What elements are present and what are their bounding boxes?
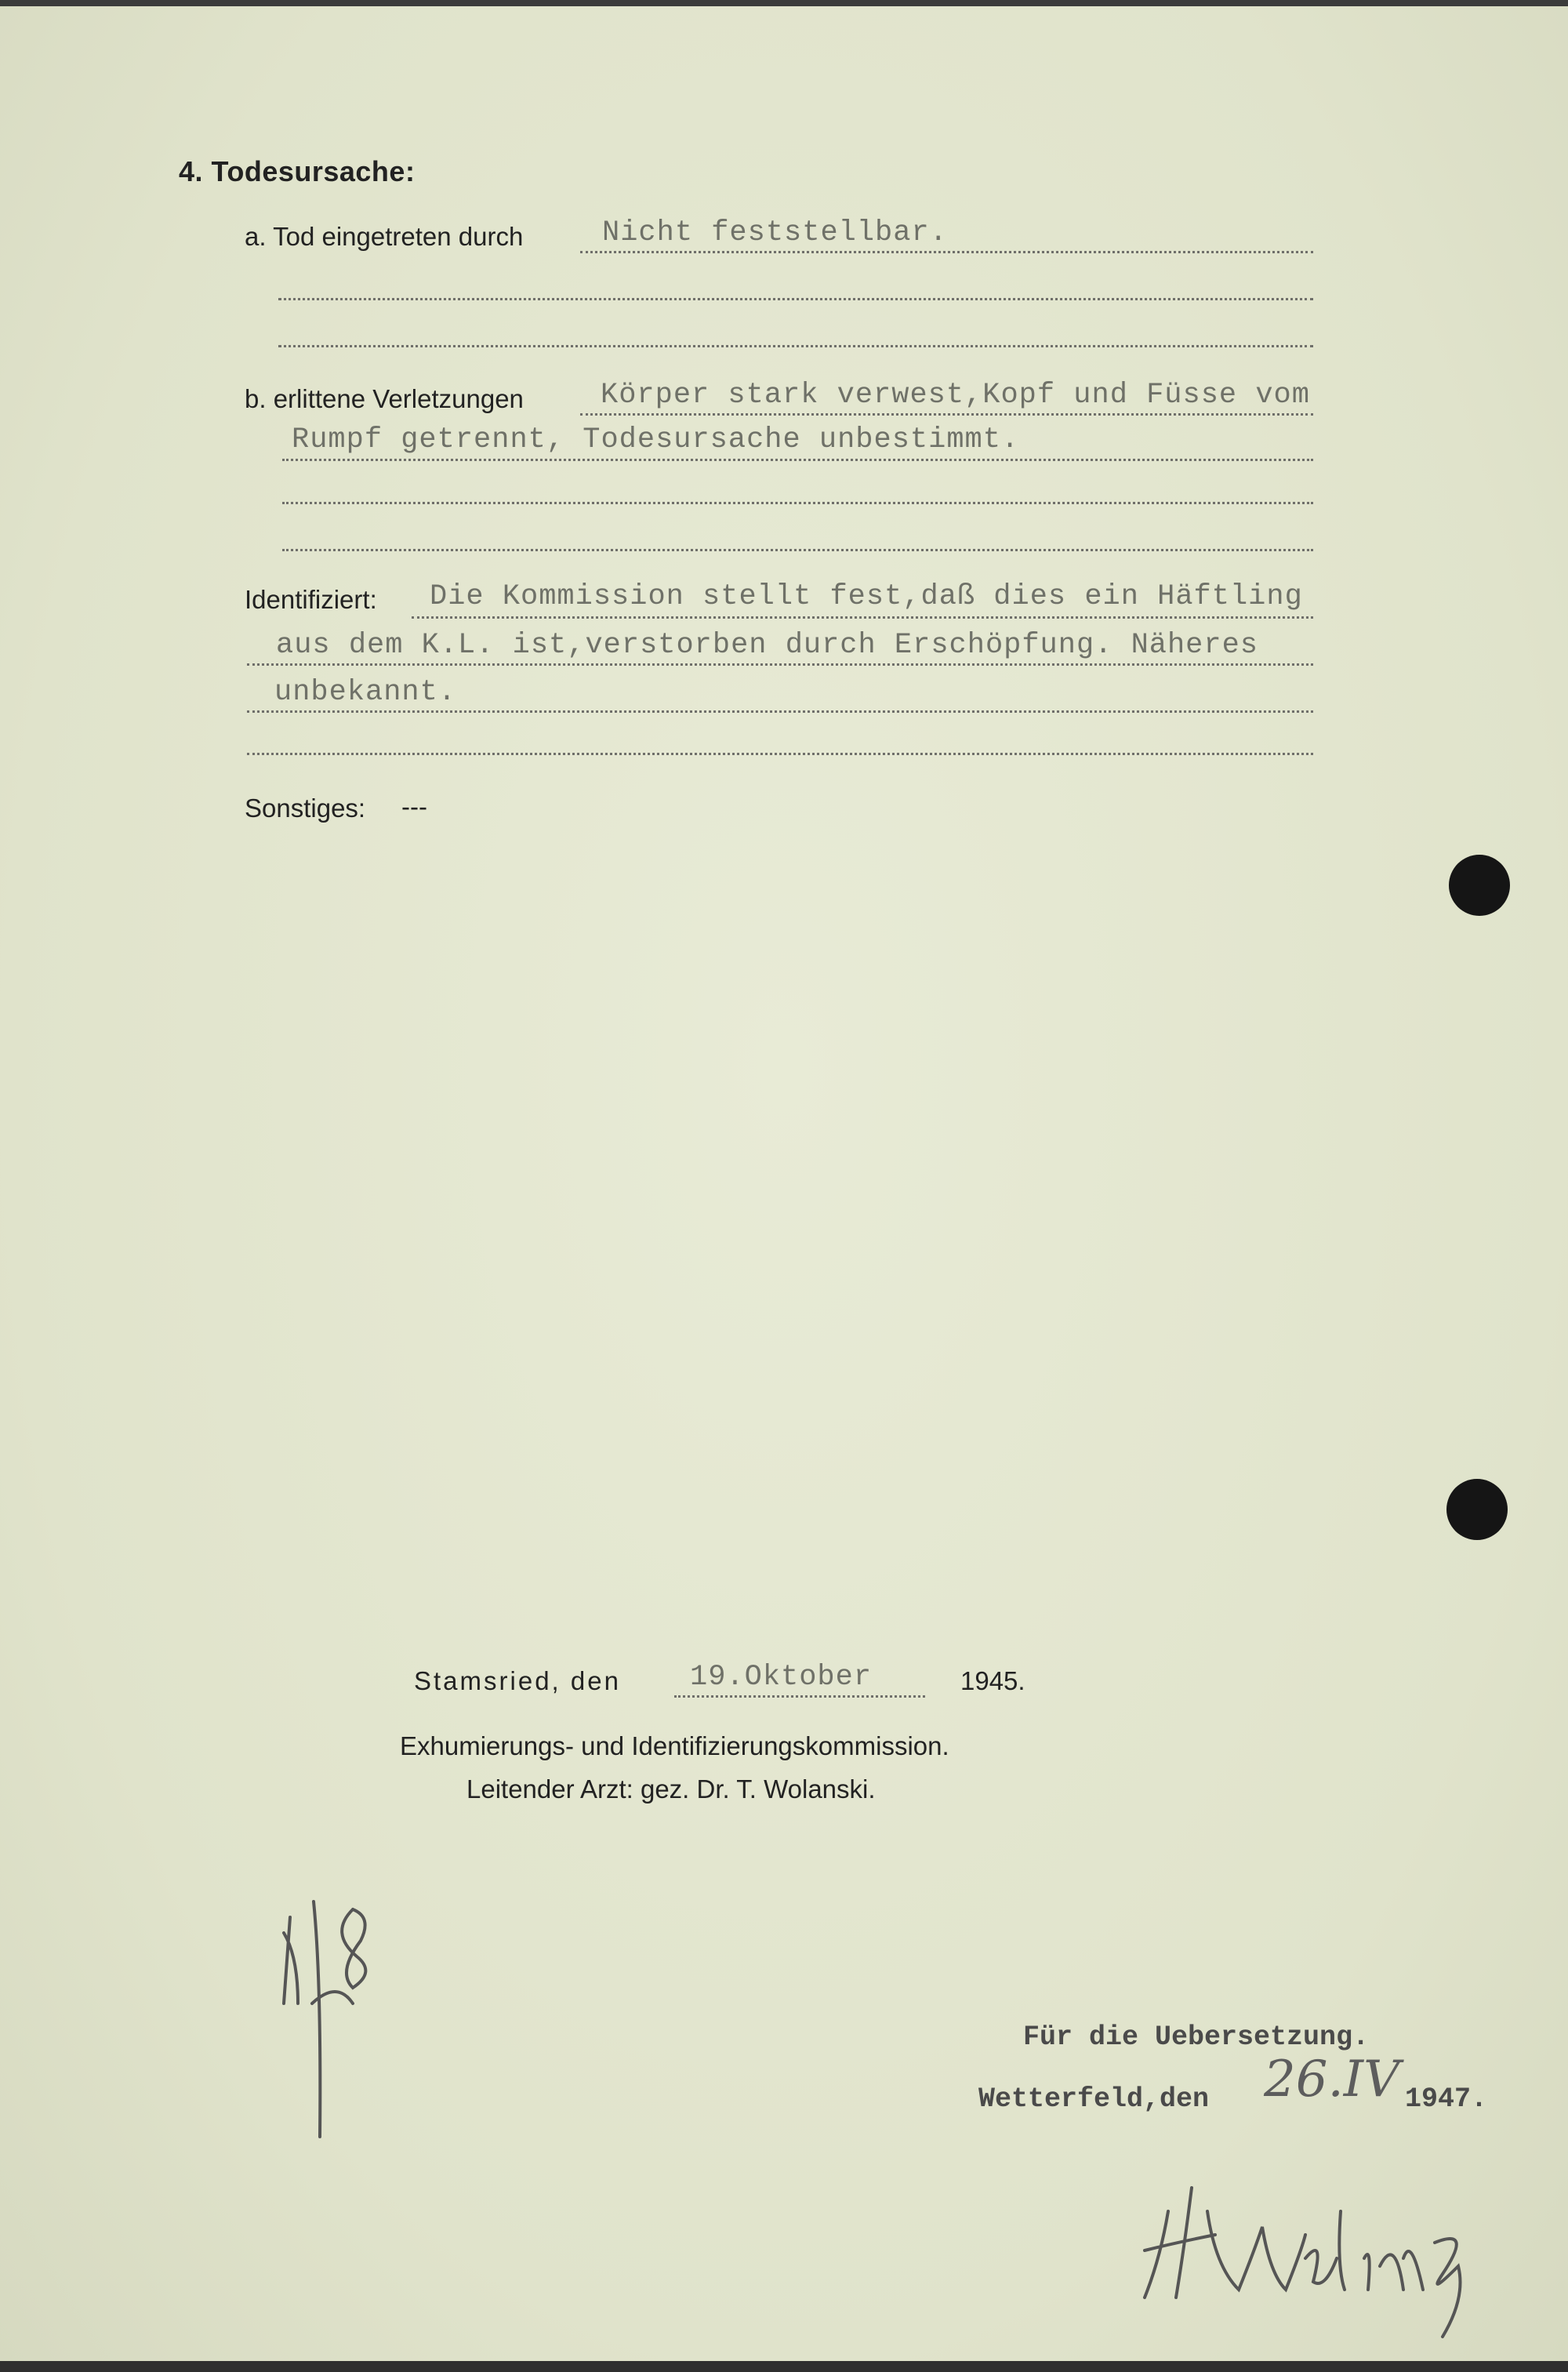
commission-name: Exhumierungs- und Identifizierungskommission. xyxy=(400,1731,949,1760)
year: 1945. xyxy=(960,1666,1025,1695)
dotted-line xyxy=(282,502,1313,504)
dotted-line xyxy=(674,1695,925,1698)
injuries-label: b. erlittene Verletzungen xyxy=(245,384,524,413)
other-label: Sonstiges: xyxy=(245,794,366,823)
date-value: 19.Oktober xyxy=(690,1661,873,1694)
identified-line3: unbekannt. xyxy=(274,676,457,709)
doctor-name: Leitender Arzt: gez. Dr. T. Wolanski. xyxy=(466,1774,876,1804)
dotted-line xyxy=(580,413,1313,416)
section-heading: 4. Todesursache: xyxy=(179,155,416,187)
dotted-line xyxy=(278,298,1313,300)
dotted-line xyxy=(282,459,1313,461)
handwritten-date: 26.IV xyxy=(1264,2051,1400,2109)
injuries-value-line2: Rumpf getrennt, Todesursache unbestimmt. xyxy=(292,423,1020,456)
dotted-line xyxy=(580,251,1313,253)
dotted-line xyxy=(412,616,1313,619)
signature-text xyxy=(1180,2333,1182,2334)
punch-hole xyxy=(1449,855,1510,916)
identified-line2: aus dem K.L. ist,verstorben durch Erschöpfung. Näheres xyxy=(276,629,1258,662)
place-label: Stamsried, den xyxy=(414,1666,621,1695)
dotted-line xyxy=(247,710,1313,713)
dotted-line xyxy=(247,753,1313,755)
certification-place: Wetterfeld,den xyxy=(978,2083,1210,2115)
identified-line1: Die Kommission stellt fest,daß dies ein Häftling xyxy=(430,580,1303,613)
identified-label: Identifiziert: xyxy=(245,585,377,614)
cause-label: a. Tod eingetreten durch xyxy=(245,222,524,251)
punch-hole xyxy=(1446,1479,1508,1540)
cause-value: Nicht feststellbar. xyxy=(602,216,948,249)
injuries-value-line1: Körper stark verwest,Kopf und Füsse vom xyxy=(601,379,1310,412)
dotted-line xyxy=(278,345,1313,347)
scan-top-edge xyxy=(0,0,1568,6)
dotted-line xyxy=(282,549,1313,551)
certification-year: 1947. xyxy=(1405,2083,1488,2115)
other-value: --- xyxy=(401,792,427,821)
handwritten-initials xyxy=(267,1886,384,2145)
scan-bottom-edge xyxy=(0,2361,1568,2372)
certification-line1: Für die Uebersetzung. xyxy=(1023,2021,1370,2053)
dotted-line xyxy=(247,663,1313,666)
signature xyxy=(1129,2141,1474,2345)
